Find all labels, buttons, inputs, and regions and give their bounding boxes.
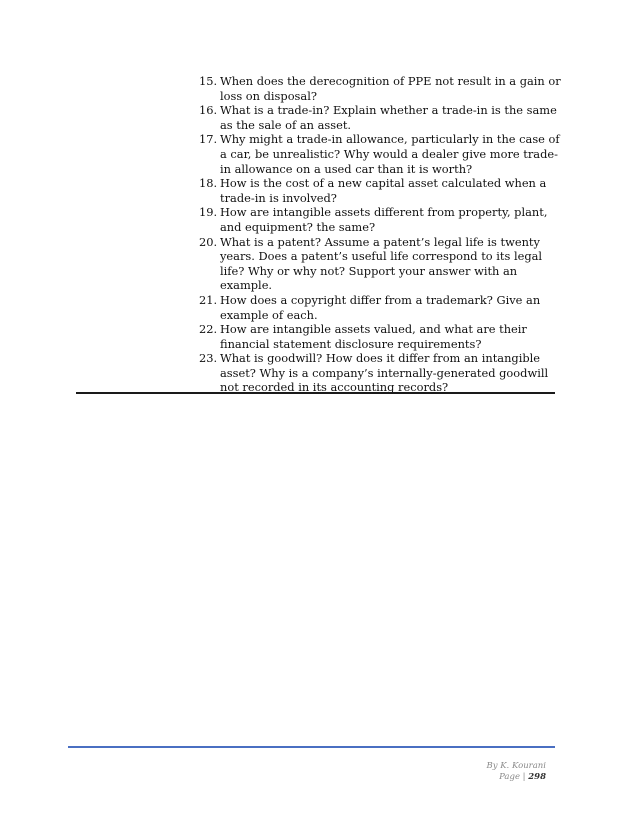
question-number: 15. (199, 74, 218, 88)
question-item (199, 293, 561, 322)
question-list (199, 74, 561, 395)
footer-page-label: Page | (499, 772, 526, 782)
question-number: 19. (199, 205, 218, 220)
section-divider (76, 392, 555, 394)
footer-page-number: 298 (528, 772, 546, 782)
question-text: How is the cost of a new capital asset calculated when a trade-in is involved? (220, 176, 547, 205)
question-number: 23. (199, 351, 218, 366)
question-number: 22. (199, 322, 218, 337)
question-item (199, 74, 561, 103)
question-number: 16. (199, 103, 218, 118)
question-item (199, 132, 561, 176)
question-item (199, 103, 561, 132)
question-item (199, 205, 561, 234)
question-item (199, 351, 561, 395)
question-item (199, 235, 561, 293)
question-number: 18. (199, 176, 218, 191)
footer-page (486, 772, 546, 783)
question-text: When does the derecognition of PPE not result in a gain or loss on disposal? (220, 74, 561, 103)
question-text: What is a trade-in? Explain whether a trade-in is the same as the sale of an asset. (220, 103, 557, 132)
question-number: 20. (199, 234, 218, 249)
footer-divider (68, 746, 555, 748)
question-text: How are intangible assets different from property, plant, and equipment? the same? (220, 205, 548, 234)
question-number: 17. (199, 132, 218, 147)
question-text: Why might a trade-in allowance, particularly in the case of a car, be unrealistic? Why would a dealer give more trade-in allowance on a used car than it is worth? (220, 132, 560, 176)
question-item (199, 176, 561, 205)
question-number: 21. (199, 292, 218, 307)
question-text: What is a patent? Assume a patent’s legal life is twenty years. Does a patent’s useful life correspond to its legal life? Why or why not? Support your answer with an example. (220, 234, 543, 293)
question-text: What is goodwill? How does it differ from an intangible asset? Why is a company’s internally-generated goodwill not recorded in its accounting records? (220, 351, 549, 395)
footer-author: By K. Kourani (486, 761, 546, 771)
question-text: How does a copyright differ from a trademark? Give an example of each. (220, 292, 541, 322)
question-text: How are intangible assets valued, and what are their financial statement disclosure requirements? (220, 322, 527, 351)
page-footer (486, 761, 546, 783)
question-item (199, 322, 561, 351)
